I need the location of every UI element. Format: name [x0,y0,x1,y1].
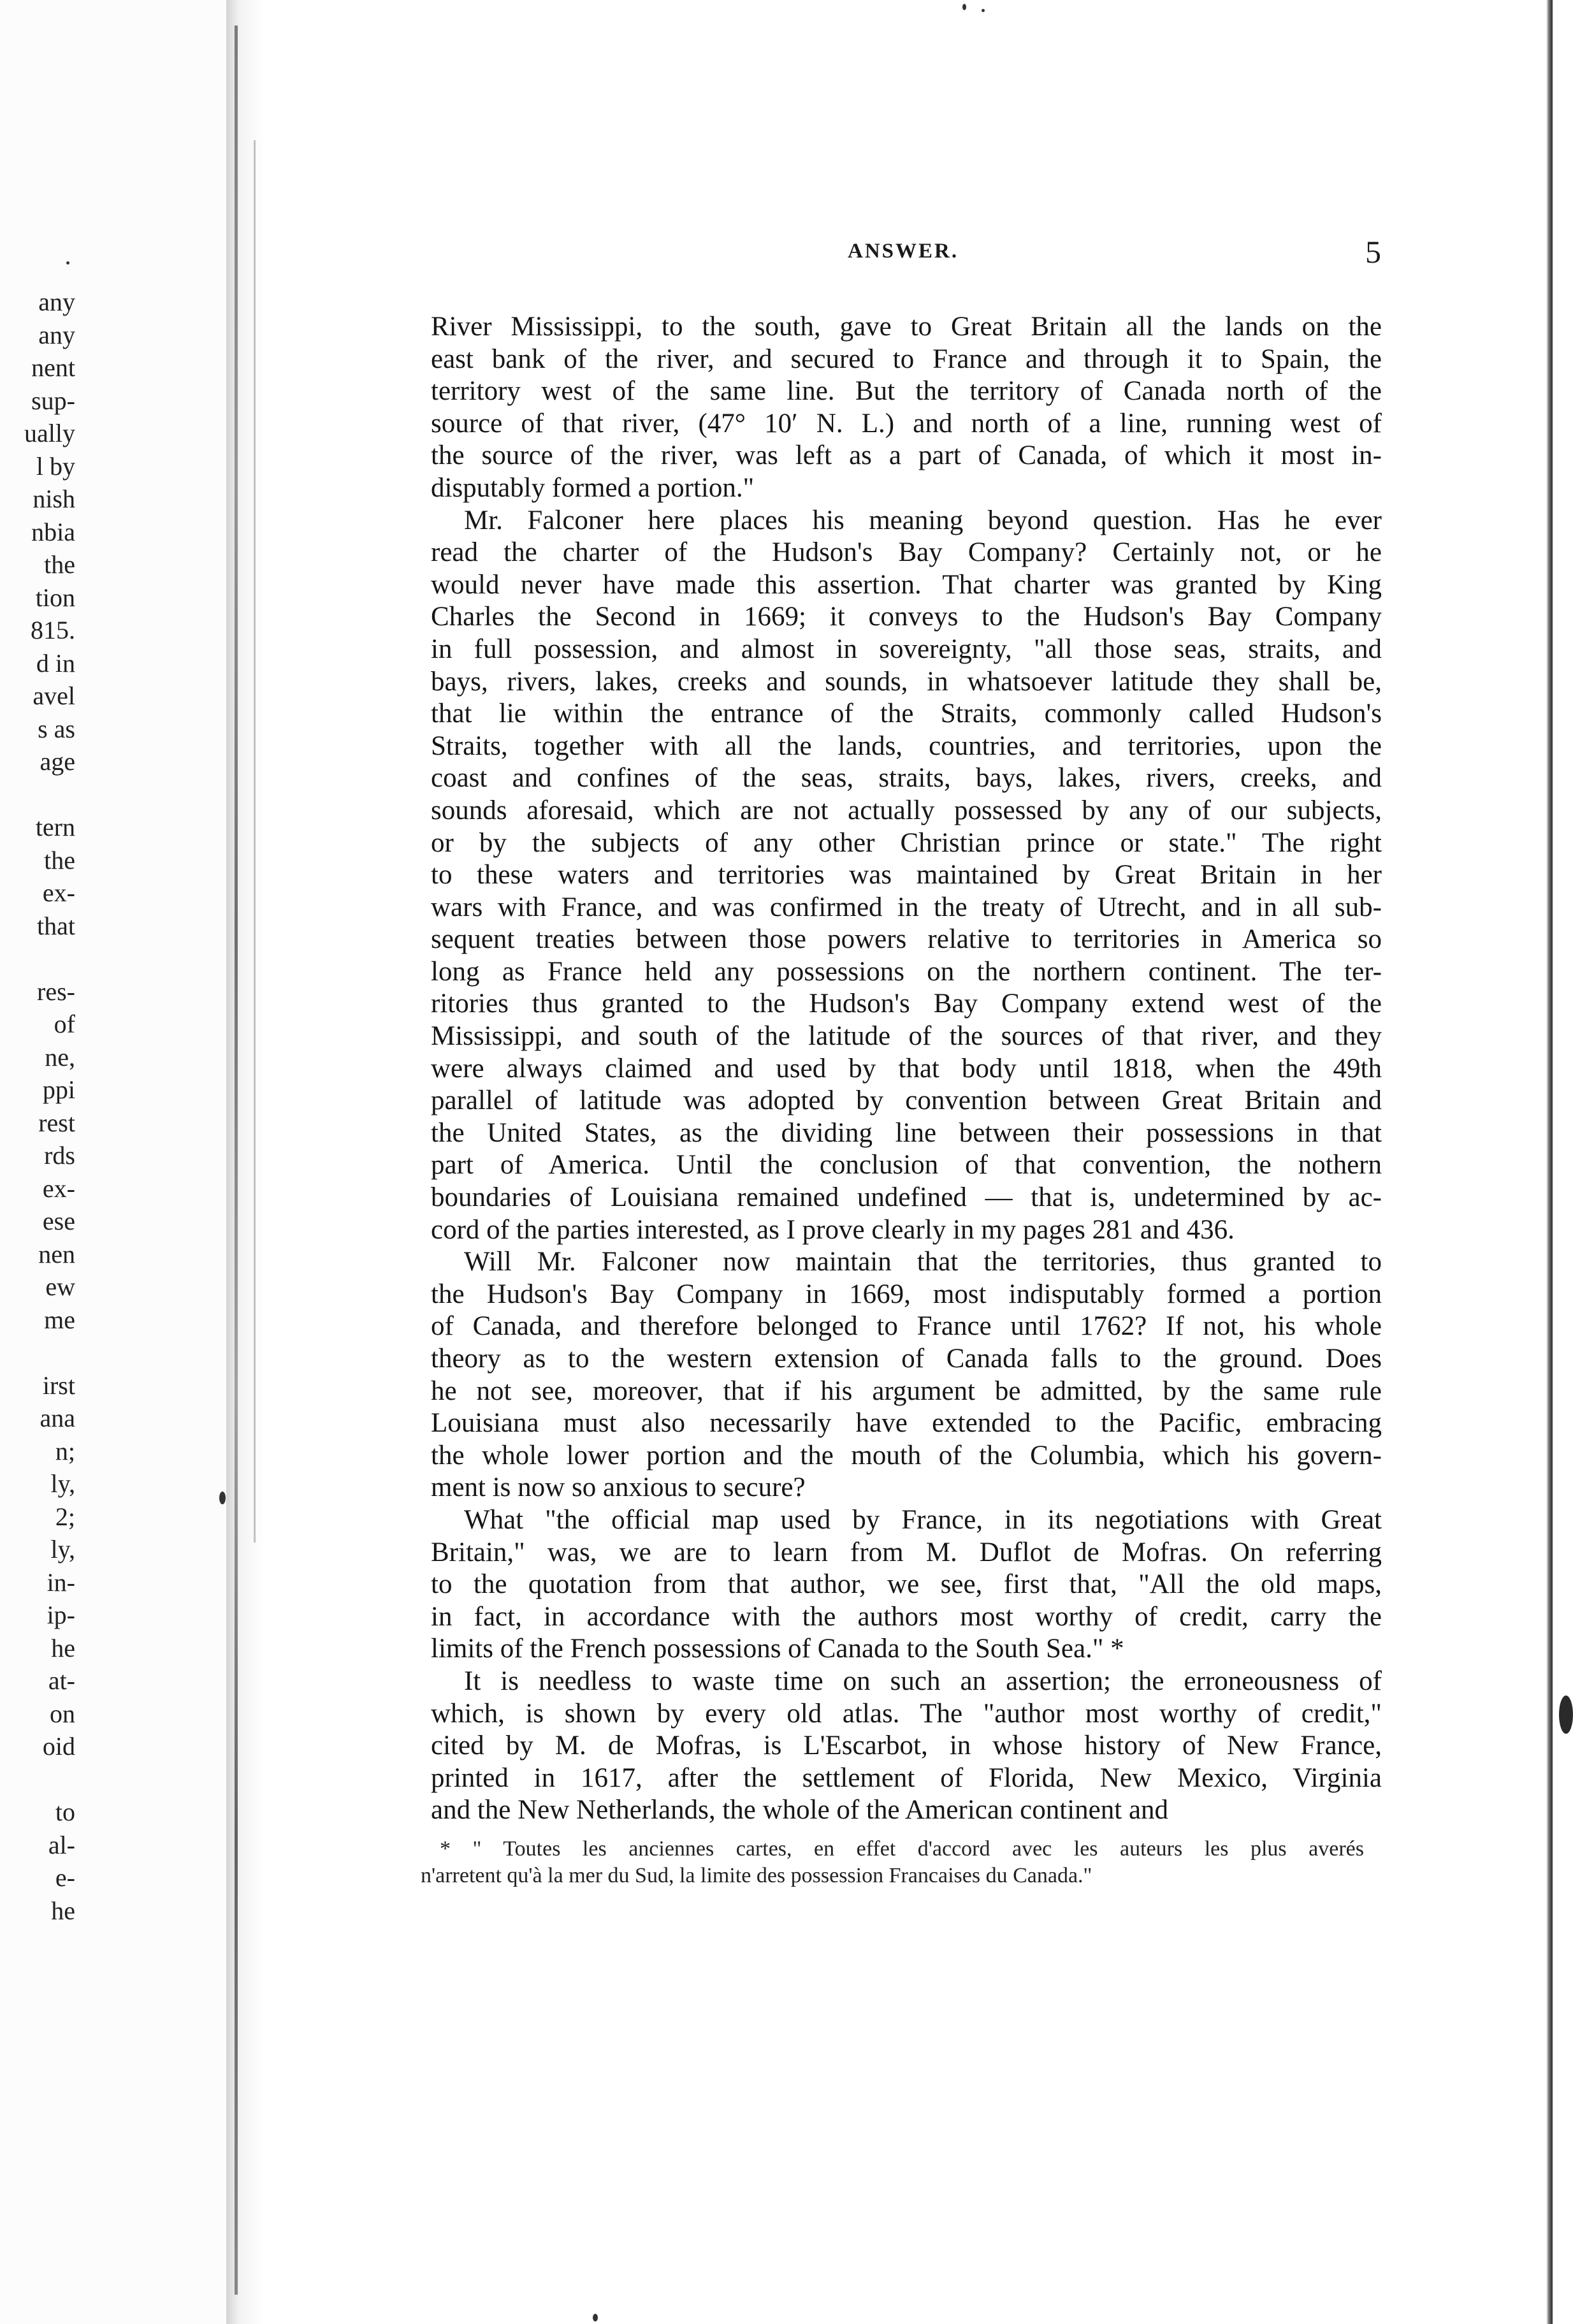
facing-page-fragment-line [0,1763,75,1796]
facing-page-fragment-line: nent [31,353,75,382]
body-line: cited by M. de Mofras, is L'Escarbot, in whose history of New France, [431,1731,1382,1761]
facing-page-fragment-line: nen [38,1239,75,1268]
body-line: bays, rivers, lakes, creeks and sounds, in whatsoever latitude they shall be, [431,666,1382,697]
scan-speck [962,4,966,10]
body-line: he not see, moreover, that if his argument be admitted, by the same rule [431,1376,1382,1406]
body-line: ritories thus granted to the Hudson's Bay Company extend west of the [431,989,1382,1019]
body-line: would never have made this assertion. That charter was granted by King [431,569,1382,600]
facing-page-fragment-line: s as [38,714,75,743]
facing-page-fragment-line: at- [48,1666,75,1695]
body-line: parallel of latitude was adopted by convention between Great Britain and [431,1086,1382,1116]
facing-page-fragment-line: any [38,287,75,316]
facing-page-fragment-line: age [40,747,75,776]
body-line: Britain," was, we are to learn from M. Duflot de Mofras. On referring [431,1537,1382,1567]
body-line: were always claimed and used by that body until 1818, when the 49th [431,1053,1382,1084]
facing-page-fragment-line: nish [33,484,75,513]
body-line: to these waters and territories was maintained by Great Britain in her [431,860,1382,890]
facing-page-fragment-line: that [37,911,75,940]
page-number: 5 [1365,234,1381,270]
facing-page-fragment-line: l by [36,451,75,481]
footnote-line: * " Toutes les anciennes cartes, en effet d'accord avec les auteurs les plus averés [440,1837,1364,1861]
body-line: source of that river, (47° 10′ N. L.) and north of a line, running west of [431,408,1382,439]
facing-page-fragment-line: irst [42,1370,75,1400]
facing-page-fragment-line: e- [55,1863,75,1892]
facing-page-fragment-line: on [50,1699,75,1728]
facing-page-fragment-line: tern [35,813,75,841]
facing-page-fragment-line: to [55,1797,75,1826]
facing-page-fragment-line: the [44,845,75,875]
facing-page-fragment-line: ly, [50,1535,75,1564]
gutter-shadow [226,0,265,2324]
body-line: Will Mr. Falconer now maintain that the territories, thus granted to [464,1247,1382,1277]
facing-page-fragment-line: ually [24,419,75,447]
facing-page-fragment-line [0,778,75,811]
body-line: Mr. Falconer here places his meaning beyond question. Has he ever [464,505,1382,535]
body-line: printed in 1617, after the settlement of Florida, New Mexico, Virginia [431,1762,1382,1793]
facing-page-fragment-line: ly, [50,1469,75,1498]
facing-page-fragment-line: 2; [55,1502,75,1531]
body-line: to the quotation from that author, we see, first that, "All the old maps, [431,1569,1382,1600]
body-text [431,311,1382,1827]
facing-page-fragment-line: ex- [42,1173,75,1203]
gutter-fold-line-secondary [254,140,256,1543]
body-line: ment is now so anxious to secure? [431,1472,806,1503]
facing-page-fragment-line [0,1336,75,1369]
scan-speck [219,1492,226,1504]
facing-page-fragment-line: oid [42,1732,75,1761]
facing-page-fragment-line: sup- [31,386,75,415]
body-line: wars with France, and was confirmed in the treaty of Utrecht, and in all sub- [431,892,1382,922]
facing-page-text-fragments [0,286,75,1927]
body-line: part of America. Until the conclusion of that convention, the nothern [431,1150,1382,1180]
facing-page-fragment-line: ex- [42,878,75,907]
facing-page-fragment-line: the [44,550,75,579]
body-line: Louisiana must also necessarily have extended to the Pacific, embracing [431,1408,1382,1439]
gutter-fold-line [235,25,238,2295]
facing-page-fragment-line: 815. [31,616,75,644]
facing-page-fragment-line: n; [55,1436,75,1465]
facing-page-fragment-line: ppi [42,1075,75,1104]
body-line: limits of the French possessions of Canada to the South Sea." * [431,1634,1124,1664]
facing-page-fragment-line: of [54,1010,75,1038]
facing-page-fragment-line: ese [42,1207,75,1235]
body-line: sounds aforesaid, which are not actually possessed by any of our subjects, [431,795,1382,825]
body-line: the source of the river, was left as a part of Canada, of which it most in- [431,440,1382,471]
body-line: disputably formed a portion." [431,472,755,503]
page-edge-mark [1559,1696,1573,1734]
facing-page-fragment [0,0,229,2324]
body-line: long as France held any possessions on the northern continent. The ter- [431,956,1382,987]
body-line: territory west of the same line. But the territory of Canada north of the [431,376,1382,407]
body-line: Charles the Second in 1669; it conveys to the Hudson's Bay Company [431,602,1382,632]
facing-page-fragment-line: al- [48,1830,75,1859]
body-line: or by the subjects of any other Christian prince or state." The right [431,827,1382,858]
footnote-line: n'arretent qu'à la mer du Sud, la limite des possession Francaises du Canada." [421,1864,1092,1887]
body-line: Mississippi, and south of the latitude of the sources of that river, and they [431,1021,1382,1052]
facing-page-fragment-line: ana [40,1404,75,1432]
body-line: What "the official map used by France, in its negotiations with Great [464,1504,1382,1535]
page-right-edge [1546,0,1553,2324]
body-line: in fact, in accordance with the authors most worthy of credit, carry the [431,1601,1382,1632]
body-line: which, is shown by every old atlas. The "author most worthy of credit," [431,1698,1382,1729]
running-head: ANSWER. [848,240,959,263]
facing-page-fragment-line: me [44,1305,75,1334]
body-line: It is needless to waste time on such an assertion; the erroneousness of [464,1666,1382,1696]
body-line: the Hudson's Bay Company in 1669, most indisputably formed a portion [431,1279,1382,1309]
facing-page-fragment-line: he [51,1896,75,1925]
scan-speck [982,9,985,12]
body-line: that lie within the entrance of the Straits, commonly called Hudson's [431,699,1382,729]
facing-page-fragment-line: tion [35,583,75,612]
body-line: and the New Netherlands, the whole of the American continent and [431,1795,1169,1826]
facing-page-fragment-line: nbia [31,517,75,546]
body-line: River Mississippi, to the south, gave to Great Britain all the lands on the [431,312,1382,342]
body-line: cord of the parties interested, as I prove clearly in my pages 281 and 436. [431,1214,1235,1245]
footnote [421,1836,1364,1889]
scan-speck [593,2314,598,2321]
facing-page-fragment-line [0,942,75,975]
body-line: in full possession, and almost in sovereignty, "all those seas, straits, and [431,634,1382,664]
body-line: read the charter of the Hudson's Bay Company? Certainly not, or he [431,537,1382,568]
facing-page-fragment-line: ew [45,1272,75,1301]
facing-page-fragment-line: rds [44,1141,75,1170]
body-line: coast and confines of the seas, straits, bays, lakes, rivers, creeks, and [431,763,1382,794]
body-line: sequent treaties between those powers relative to territories in America so [431,924,1382,955]
facing-page-fragment-line: he [51,1633,75,1662]
page-header [0,234,1573,273]
body-line: of Canada, and therefore belonged to France until 1762? If not, his whole [431,1311,1382,1342]
scan-speck [66,261,69,265]
body-line: theory as to the western extension of Canada falls to the ground. Does [431,1344,1382,1374]
body-line: boundaries of Louisiana remained undefined — that is, undetermined by ac- [431,1182,1382,1213]
body-line: the United States, as the dividing line between their possessions in that [431,1117,1382,1148]
facing-page-fragment-line: ip- [47,1601,75,1629]
facing-page-fragment-line: res- [37,977,75,1006]
facing-page-fragment-line: any [38,320,75,349]
facing-page-fragment-line: d in [36,648,75,678]
facing-page-fragment-line: ne, [45,1042,75,1071]
body-line: east bank of the river, and secured to France and through it to Spain, the [431,344,1382,374]
body-line: Straits, together with all the lands, countries, and territories, upon the [431,730,1382,761]
facing-page-fragment-line: avel [33,681,75,710]
body-line: the whole lower portion and the mouth of the Columbia, which his govern- [431,1440,1382,1471]
facing-page-fragment-line: rest [38,1108,75,1137]
facing-page-fragment-line: in- [47,1567,75,1597]
